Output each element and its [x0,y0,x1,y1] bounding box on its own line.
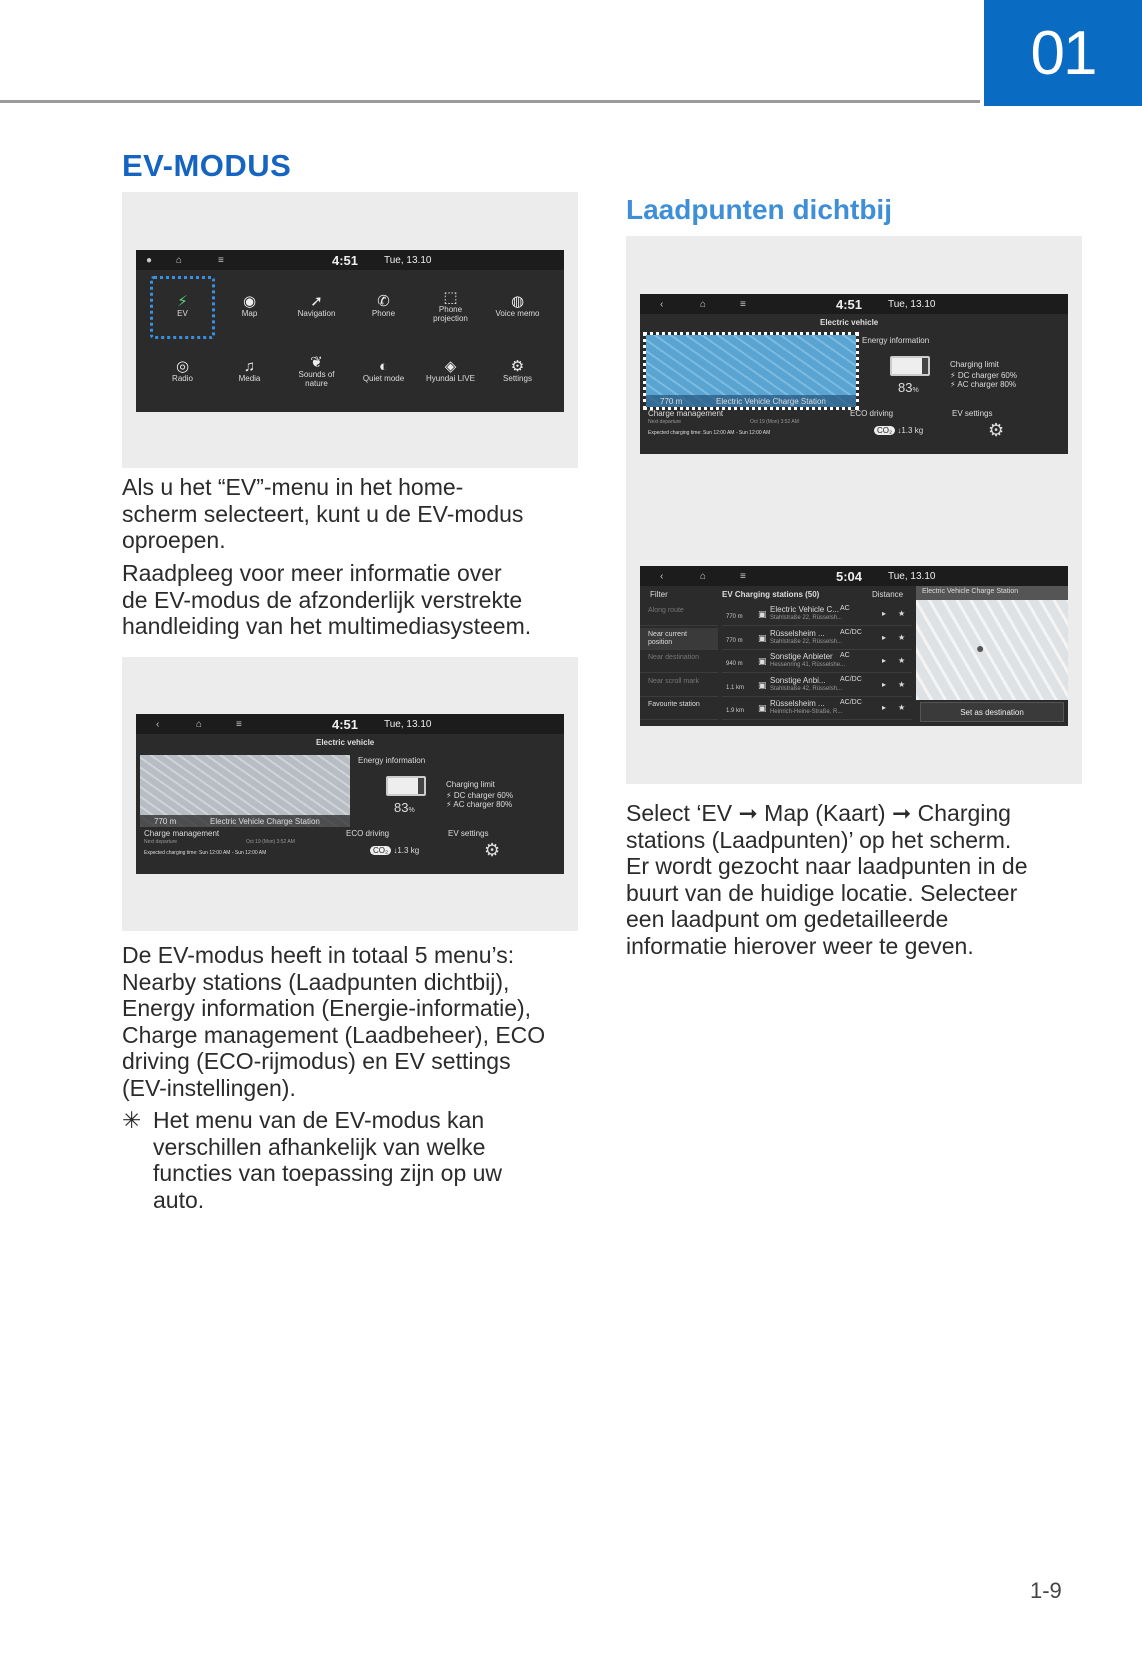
station-distance: 1.1 km [726,684,745,691]
stations-list-title: EV Charging stations (50) [722,590,820,599]
home-tile-label: Hyundai LIVE [426,374,475,383]
expected-charging-time: Expected charging time: Sun 12:00 AM - Sun 12:00 AM [648,430,771,436]
battery-value: 83 [394,800,409,815]
map-title: Electric Vehicle Charge Station [922,588,1019,595]
screen-title: Electric vehicle [316,738,375,747]
departure-time: Oct 19 (Mon) 3:52 AM [246,839,295,845]
note-text: Het menu van de EV-modus kan verschillen afhankelijk van welke functies van toepassing zijn op uw auto. [153,1107,503,1213]
ev-screen-map-selected [640,294,1068,454]
ev-plug-icon: ⚡ [177,293,188,310]
home-tile-label: Media [238,374,261,383]
station-row[interactable] [722,651,912,673]
nearby-stations-map-selected[interactable] [646,335,856,407]
status-bar [640,294,1068,314]
station-map[interactable] [916,600,1068,700]
map-distance: 770 m [660,397,683,406]
set-destination-label: Set as destination [960,707,1024,717]
figure-nearby-stations [626,236,1082,784]
expected-charging-time: Expected charging time: Sun 12:00 AM - Sun 12:00 AM [144,850,267,856]
charger-icon: ▣ [758,632,767,643]
filter-label: Near scroll mark [648,677,699,685]
station-address: Heinrich-Heine-Straße, R... [770,709,843,715]
route-arrow-icon[interactable]: ▸ [882,609,887,618]
favourite-star-icon[interactable]: ★ [898,679,906,689]
departure-time: Oct 19 (Mon) 3:52 AM [750,419,799,425]
battery-unit: % [912,387,919,394]
set-destination-button[interactable] [920,702,1064,722]
clock: 5:04 [836,568,863,584]
route-arrow-icon[interactable]: ▸ [882,679,887,689]
eco-driving-value: CO₂ ↓1.3 kg [874,426,923,435]
filter-list [640,604,718,722]
home-tile-label: Phone projection [433,304,468,323]
chapter-tab: 01 [984,0,1142,106]
menu-icon[interactable]: ≡ [740,298,746,310]
filter-label: Along route [648,607,684,614]
paragraph-five-menus: De EV-modus heeft in totaal 5 menu’s: Nearby stations (Laadpunten dichtbij), Energy information (Energie-informatie), Charge management (Laadbeheer), ECO driving (ECO-rijmodus) en EV settings (EV-instellingen). [122,942,546,1101]
home-tile[interactable] [284,341,349,404]
battery-icon [890,356,930,376]
battery-unit: % [408,807,415,814]
sort-label[interactable]: Distance [872,590,904,599]
map-header [916,586,1068,600]
home-tile[interactable] [150,276,215,339]
station-name: Rüsselsheim ... [770,699,825,708]
station-address: Stahlstraße 22, Rüsselsh... [770,615,843,621]
map-station-name: Electric Vehicle Charge Station [210,817,320,826]
station-row[interactable] [722,604,912,626]
charging-limit-label: Charging limit [446,780,495,789]
station-charger-type: AC/DC [840,699,862,706]
clock: 4:51 [332,252,359,268]
navigation-icon: ➚ [310,293,323,310]
ev-settings-label[interactable]: EV settings [448,829,489,838]
charge-management-label[interactable]: Charge management [648,409,724,418]
station-charger-type: AC [840,605,850,612]
date: Tue, 13.10 [384,718,432,730]
station-row[interactable] [722,675,912,697]
eco-driving-label[interactable]: ECO driving [346,829,390,838]
home-icon[interactable]: ⌂ [700,570,707,582]
station-distance: 770 m [726,637,743,644]
favourite-star-icon[interactable]: ★ [898,703,906,712]
quiet-mode-icon: ◐ [378,358,389,375]
station-charger-type: AC/DC [840,628,862,636]
sub-title: Laadpunten dichtbij [626,194,892,225]
home-tile[interactable] [217,341,282,404]
route-arrow-icon[interactable]: ▸ [882,703,887,712]
station-charger-type: AC/DC [840,675,862,683]
station-distance: 1.9 km [726,708,745,714]
favourite-star-icon[interactable]: ★ [898,609,906,618]
clock: 4:51 [332,716,359,732]
back-icon[interactable]: ‹ [660,570,664,582]
station-distance: 940 m [726,661,743,667]
dc-charger-limit: ⚡ DC charger 60% [950,371,1017,380]
figure-ev-screen [122,657,578,931]
menu-icon[interactable]: ≡ [218,254,224,266]
nearby-stations-map[interactable] [140,755,350,827]
settings-icon: ⚙ [510,358,525,375]
date: Tue, 13.10 [384,254,432,266]
station-address: Hessenring 41, Rüsselshe... [770,662,846,668]
energy-info-label: Energy information [862,336,930,345]
map-icon: ◉ [242,293,257,310]
media-icon: ♫ [243,358,256,375]
charge-management-label[interactable]: Charge management [144,829,220,838]
settings-gear-icon[interactable]: ⚙ [988,420,1005,440]
header-rule [0,100,980,103]
battery-icon [386,776,426,796]
paragraph-manual-ref: Raadpleeg voor meer informatie over de EV-modus de afzonderlijk verstrekte handleiding van het multimediasysteem. [122,560,532,639]
menu-icon[interactable]: ≡ [236,718,242,730]
ac-charger-text: AC charger 80% [957,380,1017,389]
home-tile-label: Sounds of nature [298,369,335,388]
home-tile[interactable] [418,276,483,339]
battery-value: 83 [898,380,913,395]
home-tile[interactable] [351,276,416,339]
page-number: 1-9 [1030,1578,1062,1603]
route-arrow-icon[interactable]: ▸ [882,632,887,642]
station-charger-type: AC [840,652,850,659]
filter-item[interactable] [640,651,718,673]
date: Tue, 13.10 [888,570,936,582]
filter-label: Near destination [648,654,699,661]
dc-charger-text: DC charger 60% [957,371,1017,380]
profile-icon[interactable]: ● [146,254,153,266]
ac-charger-text: AC charger 80% [453,800,513,809]
home-tile-label: Radio [172,374,193,383]
station-distance: 770 m [726,614,743,620]
status-bar [640,566,1068,586]
charger-icon: ▣ [758,703,767,713]
ev-settings-label[interactable]: EV settings [952,409,993,418]
phone-icon: ✆ [377,293,390,310]
home-icon[interactable]: ⌂ [196,718,203,730]
home-tile-label: Navigation [297,309,336,318]
favourite-star-icon[interactable]: ★ [898,656,906,665]
battery-percent [394,800,415,815]
back-icon[interactable]: ‹ [156,718,160,730]
eco-driving-label[interactable]: ECO driving [850,409,894,418]
station-name: Sonstige Anbi... [770,675,826,685]
filter-item[interactable] [640,698,718,720]
station-address: Stahlstraße 22, Rüsselsh... [770,638,843,645]
favourite-star-icon[interactable]: ★ [898,632,906,642]
home-tile-label: Settings [503,374,532,383]
next-departure-label: Next departure [648,419,682,425]
ac-charger-limit: ⚡ AC charger 80% [446,800,513,809]
dc-charger-limit: ⚡ DC charger 60% [446,791,513,800]
eco-driving-value: CO₂ ↓1.3 kg [370,846,419,855]
home-tile-label: Quiet mode [362,374,405,383]
home-screen [136,250,564,412]
stations-list [722,604,912,722]
filter-item[interactable] [640,604,718,626]
route-arrow-icon[interactable]: ▸ [882,656,887,665]
station-name: Electric Vehicle C... [770,605,839,614]
paragraph-home-ev: Als u het “EV”-menu in het home- scherm selecteert, kunt u de EV-modus oproepen. [122,474,524,553]
location-pin-icon: ● [976,640,985,656]
phone-projection-icon: ⬚ [443,288,458,306]
figure-home-screen [122,192,578,468]
filter-label[interactable]: Filter [650,590,668,599]
co2-icon: CO₂ [874,426,895,435]
ac-charger-limit: ⚡ AC charger 80% [950,380,1017,389]
status-bar [136,714,564,734]
home-tile[interactable] [418,341,483,404]
section-title: EV-MODUS [122,148,292,183]
home-icon[interactable]: ⌂ [700,298,707,310]
hyundai-live-icon: ◈ [444,358,457,375]
radio-icon: ◎ [175,358,190,375]
charger-icon: ▣ [758,679,767,690]
status-bar [136,250,564,270]
home-tile-label: EV [177,309,188,318]
settings-gear-icon[interactable]: ⚙ [484,840,501,860]
eco-value-text: 1.3 kg [397,846,420,855]
station-address: Stahlstraße 42, Rüsselsh... [770,685,843,692]
screen-title: Electric vehicle [820,318,879,327]
station-row[interactable] [722,698,912,720]
eco-value-text: 1.3 kg [901,426,924,435]
filter-item[interactable] [640,675,718,697]
filter-label: Near current position [648,630,687,646]
co2-icon: CO₂ [370,846,391,855]
home-tile-label: Map [241,309,258,318]
charger-icon: ▣ [758,609,767,619]
ev-screen [136,714,564,874]
home-tile-label: Voice memo [495,309,540,318]
station-name: Sonstige Anbieter [770,652,833,661]
filter-label: Favourite station [648,701,700,708]
map-distance: 770 m [154,817,177,826]
battery-percent [898,380,919,395]
home-tile[interactable] [485,276,550,339]
map-station-name: Electric Vehicle Charge Station [716,397,826,406]
note-mark: ✳ [122,1107,142,1133]
home-tile[interactable] [351,341,416,404]
charger-icon: ▣ [758,656,767,666]
clock: 4:51 [836,296,863,312]
charging-stations-screen [640,566,1068,726]
home-tile[interactable] [485,341,550,404]
home-tile[interactable] [217,276,282,339]
home-tile[interactable] [150,341,215,404]
home-tile[interactable] [284,276,349,339]
dc-charger-text: DC charger 60% [453,791,513,800]
sounds-of-nature-icon: ❦ [310,353,323,371]
paragraph-select-charging-stations: Select ‘EV ➞ Map (Kaart) ➞ Charging stations (Laadpunten)’ op het scherm. Er wordt gezocht naar laadpunten in de buurt van de huidige locatie. Selecteer een laadpunt om gedetailleerde informatie hierover weer te geven. [626,800,1028,959]
home-icon[interactable]: ⌂ [176,254,183,266]
home-menu-grid [150,276,550,404]
station-name: Rüsselsheim ... [770,628,825,638]
filter-item[interactable] [640,628,718,650]
next-departure-label: Next departure [144,839,178,845]
back-icon[interactable]: ‹ [660,298,664,310]
station-row[interactable] [722,628,912,650]
home-tile-label: Phone [371,309,396,318]
menu-icon[interactable]: ≡ [740,570,746,582]
energy-info-label: Energy information [358,756,426,765]
date: Tue, 13.10 [888,298,936,310]
voice-memo-icon: ◍ [510,293,525,310]
charging-limit-label: Charging limit [950,360,999,369]
